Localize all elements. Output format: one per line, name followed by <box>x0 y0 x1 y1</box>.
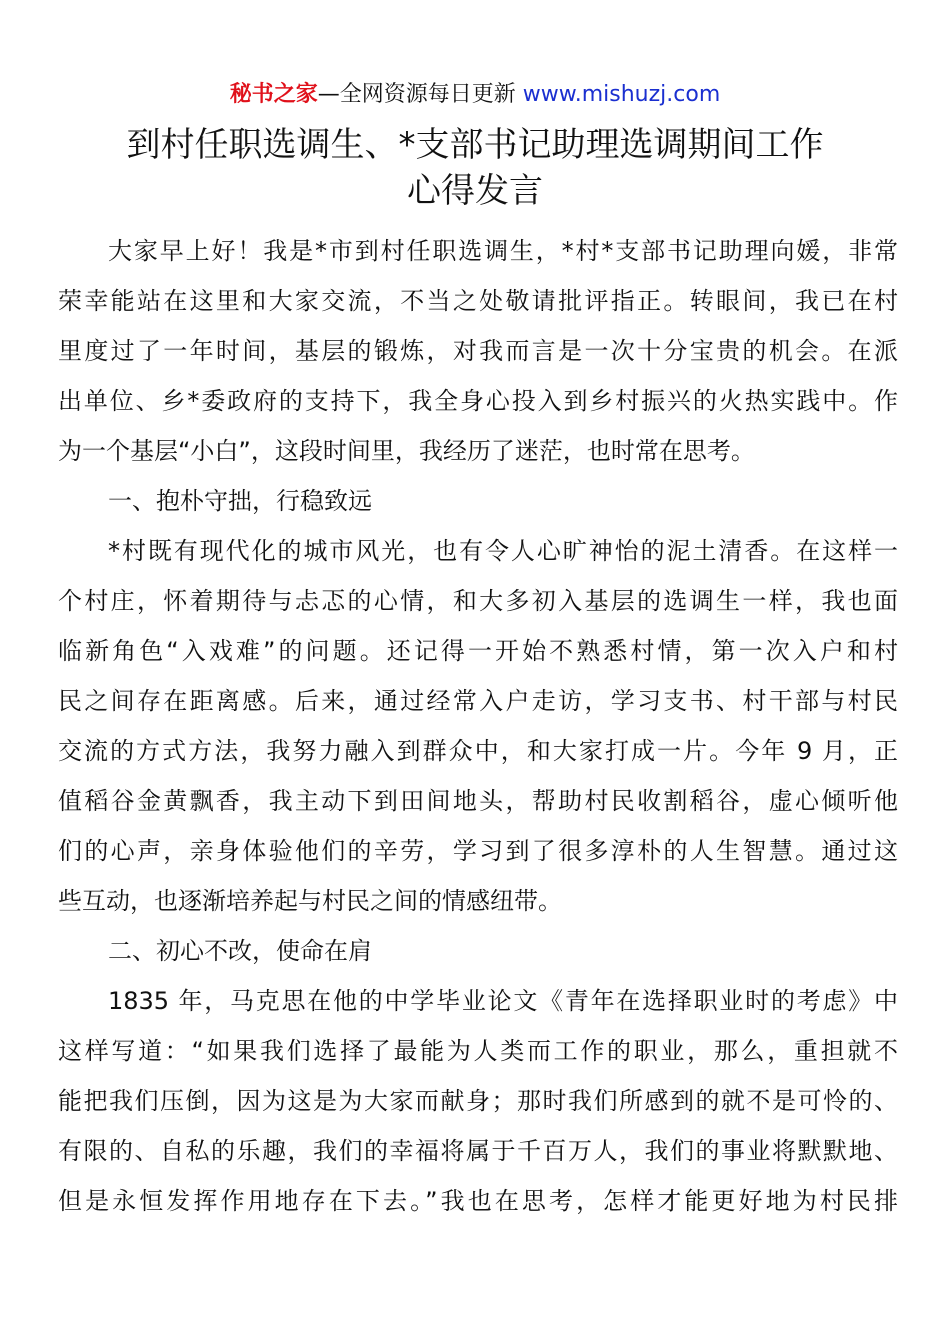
paragraph-line: 值稻谷金黄飘香，我主动下到田间地头，帮助村民收割稻谷，虚心倾听他 <box>58 787 898 815</box>
paragraph-line: 出单位、乡*委政府的支持下，我全身心投入到乡村振兴的火热实践中。作 <box>58 387 898 415</box>
paragraph-line: 民之间存在距离感。后来，通过经常入户走访，学习支书、村干部与村民 <box>58 687 898 715</box>
title-line-1: 到村任职选调生、*支部书记助理选调期间工作 <box>126 125 824 165</box>
document-title <box>40 122 910 214</box>
paragraph-line: 们的心声，亲身体验他们的辛劳，学习到了很多淳朴的人生智慧。通过这 <box>58 837 898 865</box>
paragraph-line: 个村庄，怀着期待与忐忑的心情，和大多初入基层的选调生一样，我也面 <box>58 587 898 615</box>
paragraph-line: 些互动，也逐渐培养起与村民之间的情感纽带。 <box>58 887 562 915</box>
paragraph-line: 临新角色“入戏难”的问题。还记得一开始不熟悉村情，第一次入户和村 <box>58 637 898 665</box>
paragraph-line: *村既有现代化的城市风光，也有令人心旷神怡的泥土清香。在这样一 <box>108 537 898 565</box>
section-heading: 二、初心不改，使命在肩 <box>108 937 372 965</box>
paragraph-line: 1835 年，马克思在他的中学毕业论文《青年在选择职业时的考虑》中 <box>108 987 898 1015</box>
paragraph-line: 有限的、自私的乐趣，我们的幸福将属于千百万人，我们的事业将默默地、 <box>58 1137 898 1165</box>
paragraph-line: 这样写道：“如果我们选择了最能为人类而工作的职业，那么，重担就不 <box>58 1037 898 1065</box>
section-heading: 一、抱朴守拙，行稳致远 <box>108 487 372 515</box>
brand-name: 秘书之家 <box>229 82 318 107</box>
paragraph-line: 荣幸能站在这里和大家交流，不当之处敬请批评指正。转眼间，我已在村 <box>58 287 898 315</box>
paragraph-line: 但是永恒发挥作用地存在下去。”我也在思考，怎样才能更好地为村民排 <box>58 1187 898 1215</box>
paragraph-line: 里度过了一年时间，基层的锻炼，对我而言是一次十分宝贵的机会。在派 <box>58 337 898 365</box>
paragraph-line: 能把我们压倒，因为这是为大家而献身；那时我们所感到的就不是可怜的、 <box>58 1087 898 1115</box>
title-line-2: 心得发言 <box>407 171 543 211</box>
site-url-link[interactable]: www.mishuzj.com <box>522 82 721 107</box>
paragraph-line: 大家早上好！我是*市到村任职选调生，*村*支部书记助理向媛，非常 <box>108 237 898 265</box>
paragraph-line: 为一个基层“小白”，这段时间里，我经历了迷茫，也时常在思考。 <box>58 437 755 465</box>
document-body <box>58 226 898 1226</box>
site-header-banner <box>0 80 950 110</box>
header-tagline: —全网资源每日更新 <box>317 82 523 107</box>
paragraph-line: 交流的方式方法，我努力融入到群众中，和大家打成一片。今年 9 月，正 <box>58 737 898 765</box>
